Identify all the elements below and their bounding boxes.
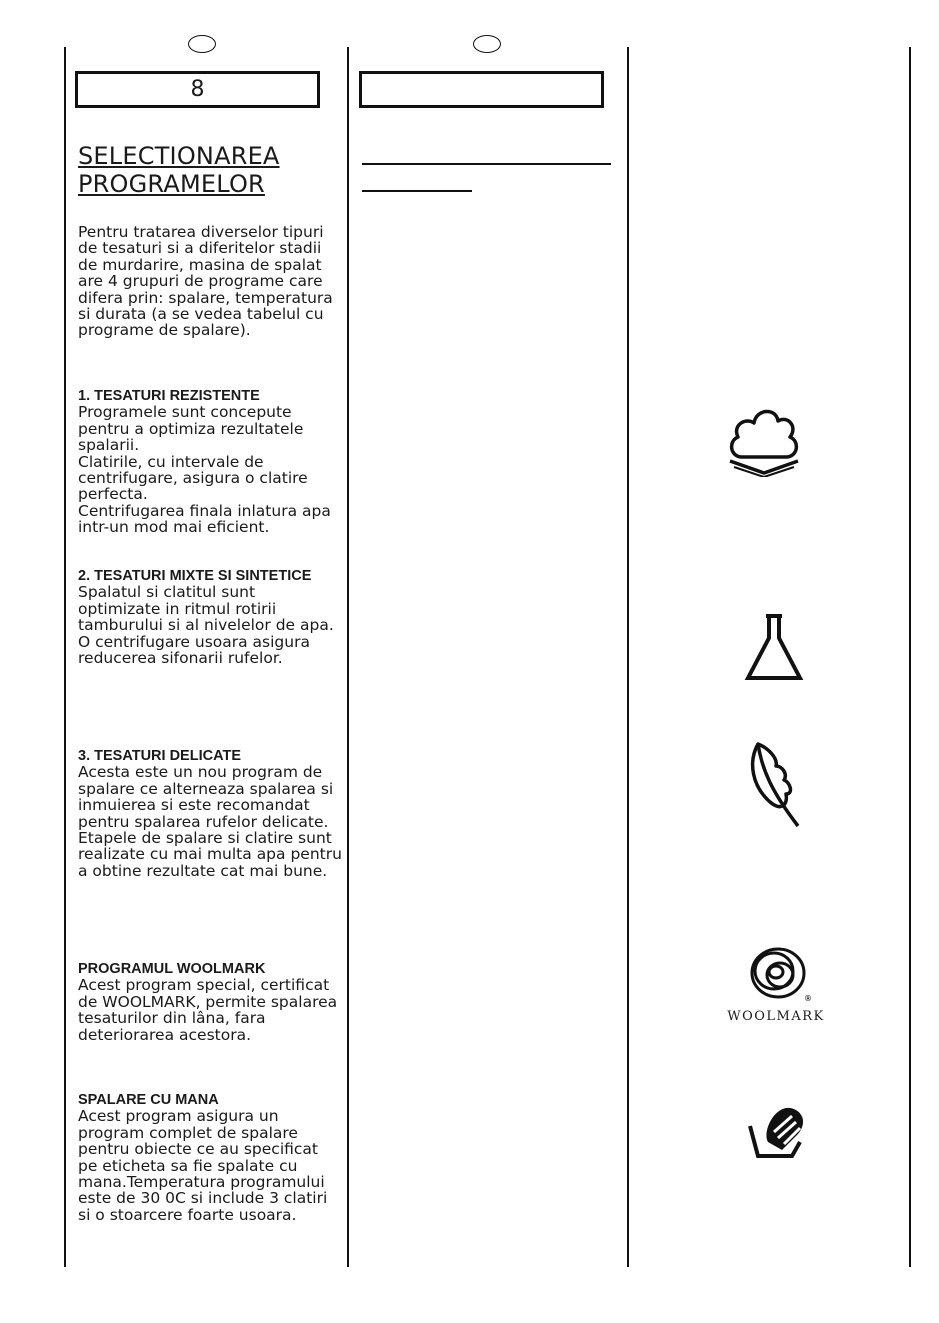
section-heading: SPALARE CU MANA [78,1092,219,1108]
section-heading: 1. TESATURI REZISTENTE [78,388,260,404]
section-paragraph: Etapele de spalare si clatire sunt realizate cu mai multa apa pentru a obtine rezultate cat mai bune. [78,829,342,880]
title-underline-long [362,163,611,165]
page-number-box [75,71,320,108]
synthetic-flask-icon [742,612,806,682]
section-heading: PROGRAMUL WOOLMARK [78,961,266,977]
intro-text: Pentru tratarea diverselor tipuri de tesaturi si a diferitelor stadii de murdarire, masina de spalat are 4 grupuri de programe care difera prin: spalare, temperatura si durata (a se vedea tabelul cu programe de spalare). [78,223,333,340]
section-heading: 3. TESATURI DELICATE [78,748,241,764]
column-divider-2 [627,47,629,1267]
right-border-line [909,47,911,1267]
section-paragraph: Programele sunt concepute pentru a optimiza rezultatele spalarii. [78,403,304,455]
left-border-line [64,47,66,1267]
section-delicate-fabrics [78,748,346,879]
section-paragraph: Spalatul si clatitul sunt optimizate in ritmul rotirii tamburului si al nivelelor de apa. O centrifugare usoara asigura reducerea sifonarii rufelor. [78,583,334,668]
woolmark-logo [744,943,814,1003]
language-marker-left [188,35,216,53]
page-title-line1: SELECTIONAREA [78,142,280,170]
page-number: 8 [190,77,205,102]
page-title-line2: PROGRAMELOR [78,170,265,198]
woolmark-registered-mark: ® [804,994,812,1003]
delicate-feather-icon [746,740,806,830]
cotton-icon [724,405,804,477]
section-paragraph: Acesta este un nou program de spalare ce alterneaza spalarea si inmuierea si este recomandat pentru spalarea rufelor delicate. [78,763,334,831]
page-number-box-empty [359,71,604,108]
section-resistant-fabrics [78,388,340,536]
section-woolmark-program [78,961,340,1043]
section-heading: 2. TESATURI MIXTE SI SINTETICE [78,568,312,584]
section-paragraph: Centrifugarea finala inlatura apa intr-un mod mai eficient. [78,501,331,537]
language-marker-middle [473,35,501,53]
section-paragraph: Clatirile, cu intervale de centrifugare, asigura o clatire perfecta. [78,452,308,504]
page-title [78,142,338,198]
intro-paragraph [78,224,340,339]
section-paragraph: Acest program special, certificat de WOOLMARK, permite spalarea tesaturilor din lâna, fara deteriorarea acestora. [78,976,338,1044]
hand-wash-icon [744,1102,810,1158]
section-mixed-synthetic-fabrics [78,568,340,666]
woolmark-wordmark: WOOLMARK [727,1009,825,1024]
title-underline-short [362,190,472,192]
section-paragraph: Acest program asigura un program complet de spalare pentru obiecte ce au specificat pe eticheta sa fie spalate cu mana.Temperatura programului este de 30 0C si include 3 clatiri si o stoarcere foarte usoara. [78,1107,328,1224]
column-divider-1 [347,47,349,1267]
section-hand-wash [78,1092,340,1223]
